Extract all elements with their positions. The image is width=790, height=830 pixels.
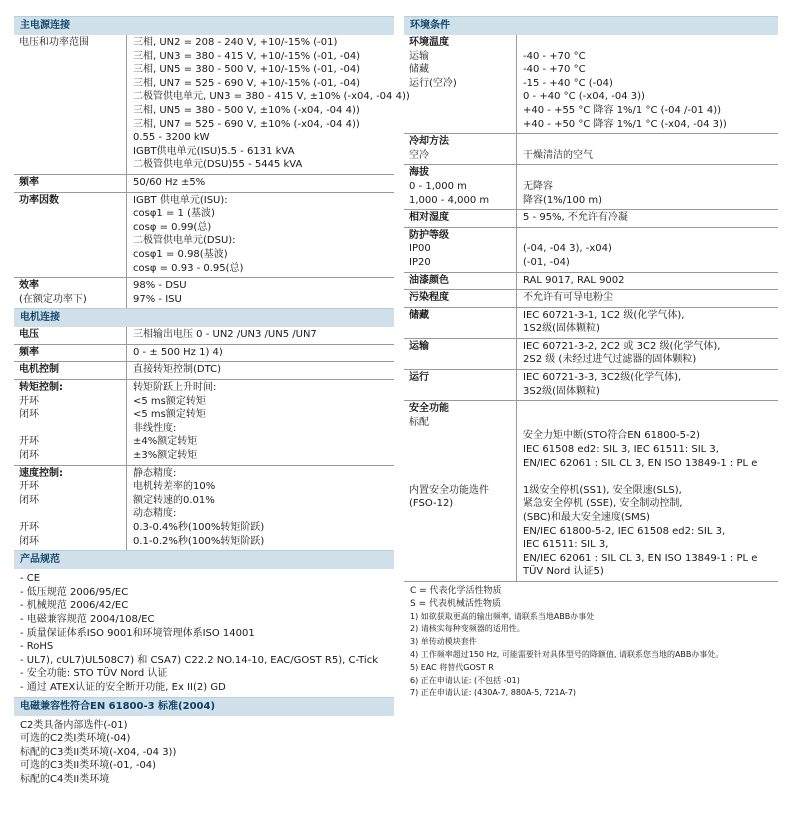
footnote-line: 3) 单传动模块套件 — [410, 637, 477, 647]
row-label — [404, 339, 516, 369]
row-label-line — [409, 443, 512, 457]
row-value-line: +40 - +50 °C 降容 1%/1 °C (-x04, -04 3)) — [523, 118, 727, 130]
footnote-line: 5) EAC 将替代GOST R — [410, 662, 494, 672]
row-label-line: 海拔 — [409, 167, 429, 179]
row-label — [404, 228, 516, 272]
row-value — [126, 345, 394, 362]
row-value — [516, 210, 778, 227]
table-row — [404, 134, 778, 165]
row-value-line: EN/IEC 61800-5-2, IEC 61508 ed2: SIL 3, — [523, 525, 726, 537]
row-value-line: 97% - ISU — [133, 293, 182, 305]
row-label-line: 闭环 — [19, 409, 39, 421]
row-value-line — [523, 36, 774, 50]
row-value — [516, 290, 778, 307]
motor-connection-table — [14, 327, 394, 550]
table-row — [14, 327, 394, 345]
section-title: 电磁兼容性符合EN 61800-3 标准(2004) — [20, 700, 216, 712]
row-value-line: cosφ = 0.93 - 0.95(总) — [133, 262, 244, 274]
list-item: - 低压规范 2006/95/EC — [20, 586, 129, 598]
row-label-line — [409, 470, 512, 484]
row-label-line: 污染程度 — [409, 292, 449, 304]
row-value — [516, 165, 778, 209]
row-value — [516, 370, 778, 400]
row-value-line: 干燥清洁的空气 — [523, 149, 593, 161]
table-row — [14, 35, 410, 175]
row-label — [14, 345, 126, 362]
row-value-line — [523, 166, 774, 180]
section-header-env — [404, 16, 778, 35]
row-label — [14, 466, 126, 551]
row-label-line: 冷却方法 — [409, 136, 449, 148]
row-value-line: EN/IEC 62061 : SIL CL 3, EN ISO 13849-1 : PL e — [523, 552, 758, 564]
list-item: - RoHS — [20, 641, 54, 653]
row-label — [404, 165, 516, 209]
row-label-line: 空冷 — [409, 149, 429, 161]
row-value-line: 三相, UN5 = 380 - 500 V, ±10% (-x04, -04 4)) — [133, 104, 360, 116]
row-value-line — [523, 229, 774, 243]
table-row — [404, 308, 778, 339]
row-value — [516, 401, 778, 581]
section-title: 主电源连接 — [20, 20, 70, 31]
row-value-line: IEC 60721-3-3, 3C2级(化学气体), — [523, 372, 682, 384]
table-row — [404, 273, 778, 291]
row-label-line — [409, 90, 512, 104]
row-label-line — [409, 429, 512, 443]
row-value-line: -40 - +70 °C — [523, 64, 586, 76]
row-label-line — [19, 422, 122, 436]
row-value — [126, 380, 394, 465]
row-label-line: 电机控制 — [19, 364, 59, 376]
table-row — [404, 339, 778, 370]
list-item: - 通过 ATEX认证的安全断开功能, Ex II(2) GD — [20, 681, 226, 693]
row-value-line — [523, 416, 774, 430]
row-label-line: 电压 — [19, 329, 39, 341]
row-label — [14, 327, 126, 344]
row-value-line: TÜV Nord 认证5) — [523, 566, 604, 578]
footnote-line: 4) 工作频率超过150 Hz, 可能需要针对具体型号的降额值, 请联系您当地的ABB办事处。 — [410, 649, 724, 659]
list-item: - 机械规范 2006/42/EC — [20, 600, 129, 612]
row-label-line: 开环 — [19, 481, 39, 493]
table-row — [14, 466, 394, 551]
row-value-line: cosφ1 = 0.98(基波) — [133, 248, 228, 260]
row-label-line: 油漆颜色 — [409, 274, 449, 286]
row-label-line: 运行(空冷) — [409, 77, 457, 89]
footnote-line: C = 代表化学活性物质 — [410, 585, 502, 596]
row-value-line: 0 - +40 °C (-x04, -04 3)) — [523, 91, 645, 103]
row-value-line: IEC 60721-3-2, 2C2 或 3C2 级(化学气体), — [523, 340, 721, 352]
row-label — [404, 290, 516, 307]
row-value-line: 三相, UN7 = 525 - 690 V, +10/-15% (-01, -04) — [133, 77, 361, 89]
row-label-line: 闭环 — [19, 494, 39, 506]
row-label-line: 1,000 - 4,000 m — [409, 194, 490, 206]
row-value-line: 三相, UN3 = 380 - 415 V, +10/-15% (-01, -04) — [133, 50, 361, 62]
row-value-line: 三相, UN7 = 525 - 690 V, ±10% (-x04, -04 4)) — [133, 118, 360, 130]
row-label-line: 开环 — [19, 436, 39, 448]
table-row — [14, 193, 394, 279]
row-label-line — [409, 457, 512, 471]
row-label-line: (在额定功率下) — [19, 293, 87, 305]
row-value-line: 98% - DSU — [133, 280, 187, 292]
row-value-line: IEC 61508 ed2: SIL 3, IEC 61511: SIL 3, — [523, 444, 719, 456]
row-label — [14, 175, 126, 192]
row-value-line: (-04, -04 3), -x04) — [523, 243, 612, 255]
row-label — [404, 308, 516, 338]
row-label-line: 运行 — [409, 372, 429, 384]
row-label-line: 开环 — [19, 522, 39, 533]
section-title: 环境条件 — [410, 20, 450, 31]
row-label-line: 效率 — [19, 280, 39, 292]
row-label-line: 开环 — [19, 395, 39, 407]
row-label-line — [409, 104, 512, 118]
row-value-line: IGBT 供电单元(ISU): — [133, 194, 228, 206]
row-value-line: IGBT供电单元(ISU)5.5 - 6131 kVA — [133, 145, 295, 157]
row-label — [404, 210, 516, 227]
row-label-line: IP00 — [409, 243, 431, 255]
row-value-line: 动态精度: — [133, 508, 177, 520]
row-value — [126, 175, 394, 192]
row-label — [404, 134, 516, 164]
list-item: 标配的C4类II类环境 — [20, 773, 110, 785]
footnote-line: 1) 如欲获取更高的输出频率, 请联系当地ABB办事处 — [410, 611, 595, 621]
list-item: C2类具备内部选件(-01) — [20, 719, 128, 731]
environment-table — [404, 35, 778, 581]
row-value-line: ±3%额定转矩 — [133, 450, 198, 462]
row-label-line — [409, 118, 512, 132]
row-value-line: 0 - ± 500 Hz 1) 4) — [133, 346, 223, 358]
row-label — [14, 193, 126, 278]
footnote-line: 7) 正在申请认证: (430A-7, 880A-5, 721A-7) — [410, 688, 577, 698]
row-label — [14, 362, 126, 379]
row-label-line: 闭环 — [19, 535, 39, 547]
row-value-line: -40 - +70 °C — [523, 50, 586, 62]
row-label-line: 标配 — [409, 416, 429, 428]
product-standards-list — [14, 569, 394, 696]
list-item: - UL7), cUL7)UL508C7) 和 CSA7) C22.2 NO.14-10, EAC/GOST R5), C-Tick — [20, 654, 378, 666]
row-value-line — [523, 402, 774, 416]
table-row — [14, 278, 394, 308]
list-item: 可选的C2类I类环境(-04) — [20, 733, 131, 745]
row-value-line: -15 - +40 °C (-04) — [523, 77, 613, 89]
row-value-line: (-01, -04) — [523, 256, 570, 268]
row-value-line: 直接转矩控制(DTC) — [133, 364, 222, 376]
row-value-line: 3S2级(固体颗粒) — [523, 385, 600, 397]
row-value-line: 三相, UN2 = 208 - 240 V, +10/-15% (-01) — [133, 37, 338, 48]
row-value-line: 2S2 级 (未经过进气过滤器的固体颗粒) — [523, 354, 697, 366]
row-value-line: (SBC)和最大安全速度(SMS) — [523, 512, 650, 523]
row-value-line: IEC 60721-3-1, 1C2 级(化学气体), — [523, 309, 685, 321]
row-label-line: 运输 — [409, 50, 429, 62]
row-value-line: 0.3-0.4%秒(100%转矩阶跃) — [133, 522, 265, 533]
row-value-line: 紧急安全停机 (SSE), 安全制动控制, — [523, 498, 683, 510]
row-value-line: 安全力矩中断(STO符合EN 61800-5-2) — [523, 430, 700, 442]
row-value-line: 二极管供电单元(DSU)55 - 5445 kVA — [133, 159, 303, 171]
row-value — [516, 35, 778, 133]
section-header-motor — [14, 308, 394, 327]
row-label — [14, 35, 126, 174]
row-value-line: 转矩阶跃上升时间: — [133, 382, 217, 394]
row-value-line: 电机转差率的10% — [133, 481, 216, 493]
table-row — [14, 380, 394, 466]
list-item: 可选的C3类II类环境(-01, -04) — [20, 760, 157, 772]
list-item: - 质量保证体系ISO 9001和环境管理体系ISO 14001 — [20, 627, 255, 639]
row-value-line: 降容(1%/100 m) — [523, 194, 603, 206]
row-value — [126, 327, 394, 344]
footnotes — [404, 581, 778, 700]
row-value-line: <5 ms额定转矩 — [133, 409, 206, 421]
row-label-line: 频率 — [19, 346, 39, 358]
row-label — [404, 401, 516, 581]
row-label-line: 相对湿度 — [409, 212, 449, 224]
row-label-line: IP20 — [409, 256, 431, 268]
list-item: - 安全功能: STO TÜV Nord 认证 — [20, 668, 168, 680]
row-value-line: 二极管供电单元(DSU): — [133, 235, 236, 247]
row-label-line: 防护等级 — [409, 229, 449, 241]
row-value-line: 三相, UN5 = 380 - 500 V, +10/-15% (-01, -04) — [133, 64, 361, 76]
section-title: 产品规范 — [20, 554, 60, 566]
list-item: - CE — [20, 573, 41, 585]
row-label-line: 内置安全功能选件 — [409, 484, 489, 496]
row-label-line — [19, 507, 122, 521]
row-value-line: cosφ = 0.99(总) — [133, 221, 212, 233]
row-value-line: 50/60 Hz ±5% — [133, 176, 206, 188]
row-label-line: 环境温度 — [409, 37, 449, 48]
row-value-line: ±4%额定转矩 — [133, 436, 198, 448]
row-label-line: 安全功能 — [409, 403, 449, 415]
row-label-line: 电压和功率范围 — [19, 37, 89, 48]
row-value-line: <5 ms额定转矩 — [133, 395, 206, 407]
row-label — [14, 278, 126, 308]
table-row — [404, 401, 778, 581]
footnote-line: S = 代表机械活性物质 — [410, 598, 501, 609]
row-value-line: 三相输出电压 0 - UN2 /UN3 /UN5 /UN7 — [133, 329, 317, 341]
row-value-line: EN/IEC 62061 : SIL CL 3, EN ISO 13849-1 : PL e — [523, 457, 758, 469]
row-value — [126, 362, 394, 379]
row-value-line: IEC 61511: SIL 3, — [523, 539, 609, 551]
row-value-line: 不允许有可导电粉尘 — [523, 292, 613, 304]
footnote-line: 6) 正在申请认证: (不包括 -01) — [410, 675, 520, 685]
list-item: - 电磁兼容规范 2004/108/EC — [20, 613, 155, 625]
row-value — [126, 466, 394, 551]
row-value — [516, 228, 778, 272]
row-value-line — [523, 135, 774, 149]
table-row — [14, 175, 394, 193]
row-value-line: 非线性度: — [133, 422, 177, 434]
row-label-line: 频率 — [19, 176, 39, 188]
row-label-line: 闭环 — [19, 450, 39, 462]
table-row — [14, 362, 394, 380]
row-label — [14, 380, 126, 465]
table-row — [14, 345, 394, 363]
row-label-line: 储藏 — [409, 64, 429, 76]
row-value-line: cosφ1 = 1 (基波) — [133, 208, 215, 220]
row-label-line: 运输 — [409, 340, 429, 352]
main-supply-table — [14, 35, 410, 308]
table-row — [404, 35, 778, 134]
row-value-line: 0.1-0.2%秒(100%转矩阶跃) — [133, 535, 265, 547]
row-value-line: 二极管供电单元, UN3 = 380 - 415 V, ±10% (-x04, -04 4)) — [133, 91, 410, 103]
table-row — [404, 370, 778, 401]
row-label — [404, 370, 516, 400]
row-value — [126, 193, 394, 278]
list-item: 标配的C3类II类环境(-X04, -04 3)) — [20, 746, 177, 758]
row-value-line: 5 - 95%, 不允许有冷凝 — [523, 212, 628, 224]
right-column — [404, 16, 778, 700]
row-value-line: 1S2级(固体颗粒) — [523, 323, 600, 335]
row-value-line: 0.55 - 3200 kW — [133, 132, 210, 144]
row-value-line — [523, 470, 774, 484]
row-value — [516, 308, 778, 338]
row-label-line: 功率因数 — [19, 194, 59, 206]
table-row — [404, 165, 778, 210]
section-title: 电机连接 — [20, 312, 60, 324]
row-value-line: 额定转速的0.01% — [133, 494, 215, 506]
row-value — [516, 273, 778, 290]
table-row — [404, 210, 778, 228]
row-value-line: RAL 9017, RAL 9002 — [523, 274, 625, 286]
row-value — [516, 134, 778, 164]
row-label-line: 转矩控制: — [19, 382, 63, 394]
left-column — [14, 16, 410, 789]
section-header-main — [14, 16, 394, 35]
row-value-line: 无降容 — [523, 180, 553, 192]
section-header-emc — [14, 697, 394, 716]
row-value — [126, 278, 394, 308]
row-value-line: 1级安全停机(SS1), 安全限速(SLS), — [523, 484, 682, 496]
table-row — [404, 228, 778, 273]
row-value — [126, 35, 410, 174]
row-value — [516, 339, 778, 369]
row-label — [404, 35, 516, 133]
row-value-line: 静态精度: — [133, 467, 177, 479]
row-label-line: 储藏 — [409, 309, 429, 321]
row-label-line: (FSO-12) — [409, 498, 454, 510]
footnote-line: 2) 请核实每种变频器的适用性。 — [410, 624, 525, 634]
table-row — [404, 290, 778, 308]
row-label-line: 0 - 1,000 m — [409, 180, 467, 192]
row-label-line: 速度控制: — [19, 467, 63, 479]
row-label — [404, 273, 516, 290]
row-value-line: +40 - +55 °C 降容 1%/1 °C (-04 /-01 4)) — [523, 104, 722, 116]
section-header-product — [14, 550, 394, 569]
emc-list — [14, 716, 394, 789]
